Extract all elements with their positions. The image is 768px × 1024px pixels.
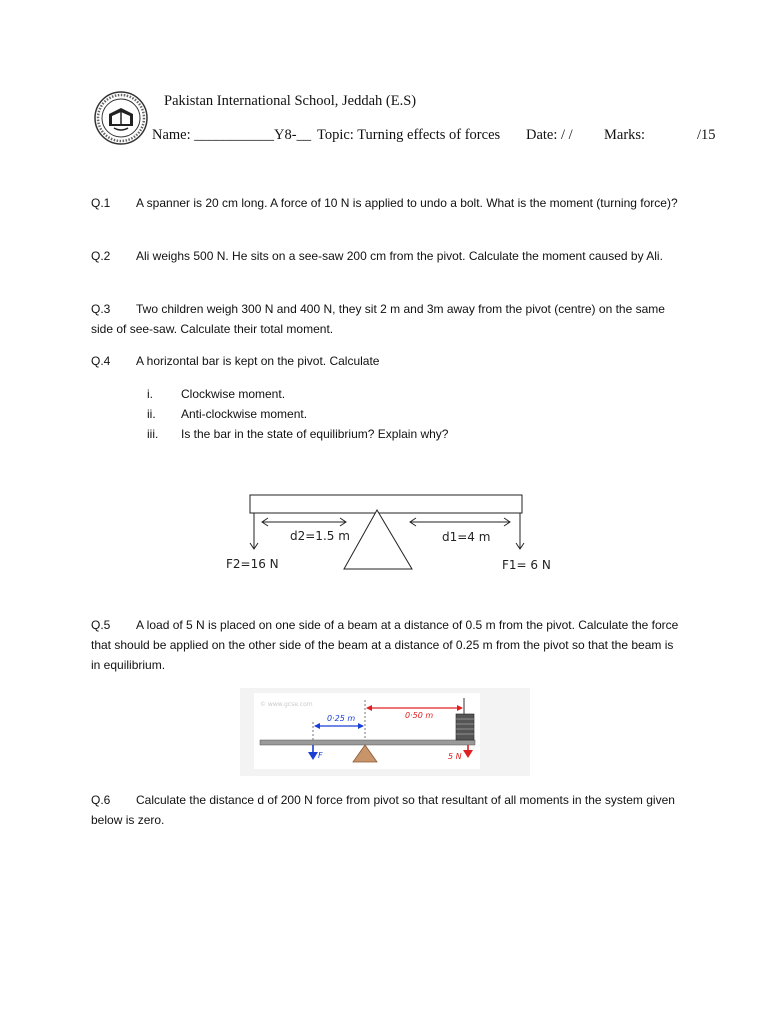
marks-total: /15 [697,127,716,143]
watermark-label: © www.gcse.com [260,701,313,708]
topic-label: Topic: Turning effects of forces [317,127,501,143]
question-5: Q.5 A load of 5 N is placed on one side of a beam at a distance of 0.5 m from the pivot. Calculate the force that should be applied on the other side of the beam at a distance of 0.25 m from the pivot so that the beam is in equilibrium. [91,618,679,672]
d2-label: d2=1.5 m [290,529,350,543]
beam [260,740,475,745]
horizontal-bar [250,495,522,513]
date-field: Date: / / [526,127,573,143]
f1-label: F1= 6 N [502,558,551,572]
d1-label: d1=4 m [442,530,491,544]
marks-label: Marks: [604,127,646,143]
lever-diagram-2 [240,688,530,776]
question-4: Q.4 A horizontal bar is kept on the pivot. Calculate [91,354,380,368]
f2-label: F2=16 N [226,557,279,571]
pivot-triangle [344,510,412,569]
q4-part-iii: iii. Is the bar in the state of equilibrium? Explain why? [147,427,449,441]
school-logo-icon [93,90,149,146]
name-field: Name: ___________Y8-__ [152,127,312,143]
question-2: Q.2 Ali weighs 500 N. He sits on a see-saw 200 cm from the pivot. Calculate the moment caused by Ali. [91,249,663,263]
force-f-label: F [318,751,323,760]
dist-left-label: 0·25 m [327,714,356,723]
q4-part-i: i. Clockwise moment. [147,387,286,401]
dist-right-label: 0·50 m [405,711,434,720]
question-1: Q.1 A spanner is 20 cm long. A force of 10 N is applied to undo a bolt. What is the moment (turning force)? [91,196,678,210]
weight-stack [456,714,474,740]
q4-part-ii: ii. Anti-clockwise moment. [147,407,308,421]
question-6: Q.6 Calculate the distance d of 200 N force from pivot so that resultant of all moments in the system given below is zero. [91,793,675,827]
force-5n-label: 5 N [448,752,462,761]
question-3: Q.3 Two children weigh 300 N and 400 N, they sit 2 m and 3m away from the pivot (centre) on the same side of see-saw. Calculate their total moment. [91,302,665,336]
school-name: Pakistan International School, Jeddah (E.S) [164,93,417,109]
lever-diagram-1 [220,490,560,580]
